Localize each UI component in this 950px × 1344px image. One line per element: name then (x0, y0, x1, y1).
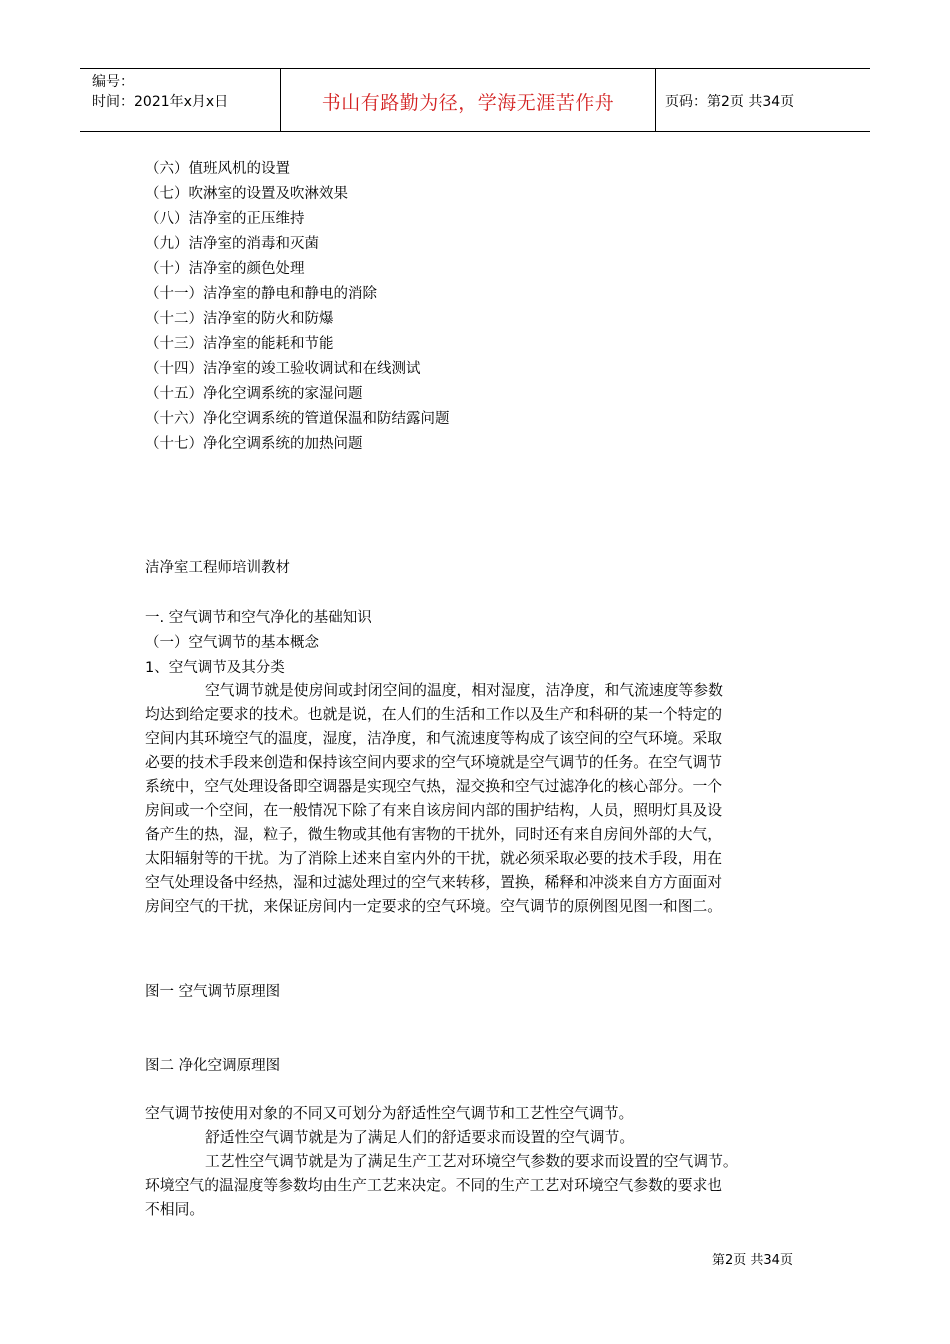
toc-item: （七）吹淋室的设置及吹淋效果 (145, 186, 348, 202)
toc-item: （十二）洁净室的防火和防爆 (145, 311, 334, 327)
time-label: 时间：2021年x月x日 (92, 94, 229, 110)
header-motto-cell (280, 69, 656, 131)
toc-item: （十一）洁净室的静电和静电的消除 (145, 286, 377, 302)
paragraph-line: 均达到给定要求的技术。也就是说，在人们的生活和工作以及生产和科研的某一个特定的 (145, 706, 723, 723)
paragraph-line: 房间空气的干扰，来保证房间内一定要求的空气环境。空气调节的原例图见图一和图二。 (145, 898, 723, 915)
paragraph-line: 房间或一个空间，在一般情况下除了有来自该房间内部的围护结构，人员，照明灯具及设 (145, 802, 723, 819)
paragraph-line: 备产生的热，湿，粒子，微生物或其他有害物的干扰外，同时还有来自房间外部的大气， (145, 826, 723, 843)
subsection-heading: （一）空气调节的基本概念 (145, 635, 319, 651)
figure-caption: 图一 空气调节原理图 (145, 984, 281, 1000)
paragraph-line: 空气处理设备中经热，湿和过滤处理过的空气来转移，置换，稀释和冲淡来自方方面面对 (145, 874, 723, 891)
paragraph-line: 空间内其环境空气的温度，湿度，洁净度，和气流速度等构成了该空间的空气环境。采取 (145, 730, 723, 747)
paragraph-line: 系统中，空气处理设备即空调器是实现空气热，湿交换和空气过滤净化的核心部分。一个 (145, 778, 723, 795)
header-motto: 书山有路勤为径，学海无涯苦作舟 (321, 92, 615, 114)
paragraph-line: 环境空气的温湿度等参数均由生产工艺来决定。不同的生产工艺对环境空气参数的要求也 (145, 1177, 723, 1194)
toc-item: （九）洁净室的消毒和灭菌 (145, 236, 319, 252)
header-meta-cell (80, 69, 280, 131)
table-of-contents (145, 157, 450, 457)
toc-item: （十）洁净室的颜色处理 (145, 261, 305, 277)
page-footer: 第2页 共34页 (712, 1253, 793, 1268)
page-header (80, 68, 870, 132)
number-label: 编号： (92, 74, 134, 90)
item-heading: 1、空气调节及其分类 (145, 660, 285, 676)
section-heading: 一. 空气调节和空气净化的基础知识 (145, 610, 372, 626)
body-paragraph (145, 679, 810, 919)
toc-item: （十三）洁净室的能耗和节能 (145, 336, 334, 352)
header-page-info: 页码：第2页 共34页 (665, 94, 795, 110)
paragraph-line: 太阳辐射等的干扰。为了消除上述来自室内外的干扰，就必须采取必要的技术手段，用在 (145, 850, 723, 867)
paragraph-line: 空气调节按使用对象的不同又可划分为舒适性空气调节和工艺性空气调节。 (145, 1105, 634, 1122)
figure-caption: 图二 净化空调原理图 (145, 1058, 281, 1074)
toc-item: （十七）净化空调系统的加热问题 (145, 436, 363, 452)
toc-item: （十六）净化空调系统的管道保温和防结露问题 (145, 411, 450, 427)
document-title: 洁净室工程师培训教材 (145, 560, 290, 576)
toc-item: （八）洁净室的正压维持 (145, 211, 305, 227)
paragraph-line: 必要的技术手段来创造和保持该空间内要求的空气环境就是空气调节的任务。在空气调节 (145, 754, 723, 771)
paragraph-line: 不相同。 (145, 1201, 205, 1218)
body-paragraph (145, 1102, 810, 1222)
toc-item: （十五）净化空调系统的家湿问题 (145, 386, 363, 402)
paragraph-line: 工艺性空气调节就是为了满足生产工艺对环境空气参数的要求而设置的空气调节。 (205, 1153, 738, 1170)
toc-item: （十四）洁净室的竣工验收调试和在线测试 (145, 361, 421, 377)
paragraph-line: 舒适性空气调节就是为了满足人们的舒适要求而设置的空气调节。 (205, 1129, 635, 1146)
header-page-cell (655, 69, 870, 131)
toc-item: （六）值班风机的设置 (145, 161, 290, 177)
paragraph-line: 空气调节就是使房间或封闭空间的温度，相对湿度，洁净度，和气流速度等参数 (205, 682, 723, 699)
